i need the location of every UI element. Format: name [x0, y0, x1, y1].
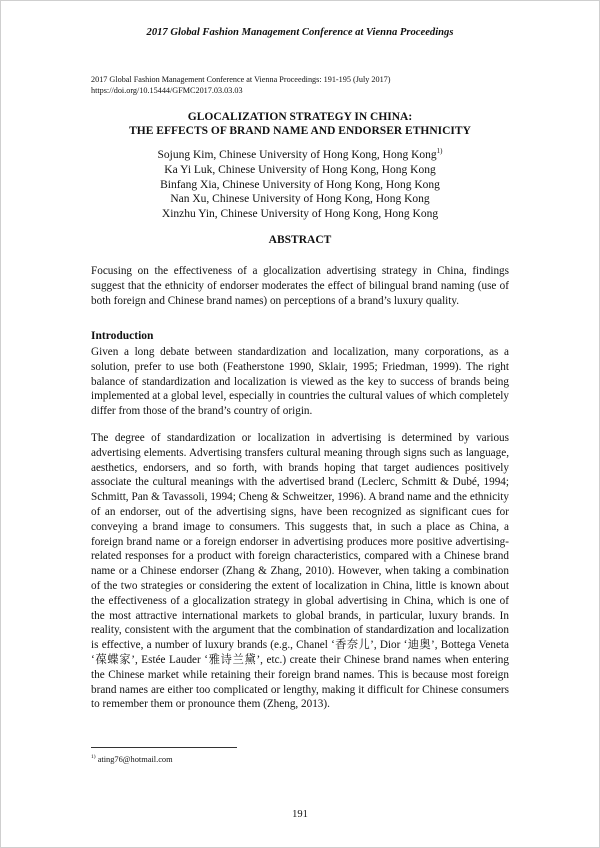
footnote: [91, 754, 173, 765]
abstract-text: Focusing on the effectiveness of a glocalization advertising strategy in China, findings suggest that the ethnicity of endorser moderates the effect of bilingual brand naming (use of both foreign and Chinese brand names) on perceptions of a brand’s luxury quality.: [91, 265, 509, 307]
paper-title: [61, 110, 539, 138]
author-line: Sojung Kim, Chinese University of Hong Kong, Hong Kong$^{1)}$: [157, 147, 443, 161]
footnote-mark: 1): [91, 754, 96, 761]
page-number: 191: [292, 809, 308, 820]
author-line: Ka Yi Luk, Chinese University of Hong Kong, Hong Kong: [164, 163, 436, 176]
footnote-email[interactable]: ating76@hotmail.com: [97, 755, 173, 764]
citation-block: [91, 74, 519, 96]
author-line: Xinzhu Yin, Chinese University of Hong Kong, Hong Kong: [161, 208, 439, 221]
introduction-paragraph-2: The degree of standardization or localization in advertising is determined by various advertising elements. Advertising transfers cultural meaning through signs such as language, aesthetics, endorsers, and so forth, with brands hoping that target audiences positively associate the cultural meanings with the advertised brand (Leclerc, Schmitt & Dubé, 1994; Schmitt, Pan & Tavassoli, 1994; Cheng & Schweitzer, 1996). A brand name and the ethnicity of an endorser, out of the advertising signs, have been recognized as significant cues for conveying a brand image to consumers. This suggests that, in such a place as China, a foreign brand name or a foreign endorser in advertising produces more positive advertising-related responses for a product with foreign characteristics, compared with a Chinese brand name or a Chinese endorser (Zhang & Zhang, 2010). However, when taking a combination of the two strategies or considering the extent of localization in China, little is known about the effectiveness of a glocalization strategy in global advertising in China, which is one of the most attractive international markets to global brands, in particular, luxury brands. In reality, consistent with the argument that the combination of standardization and localization is effective, a number of luxury brands (e.g., Chanel ‘香奈儿’, Dior ‘迪奥’, Bottega Veneta ‘葆蝶家’, Estée Lauder ‘雅诗兰黛’, etc.) create their Chinese brand names when entering the Chinese market while retaining their foreign brand names. This is because most foreign brand names are either too complicated or lengthy, making it difficult for Chinese consumers to remember them or pronounce them (Zheng, 2013).: [91, 432, 509, 711]
title-line-1: GLOCALIZATION STRATEGY IN CHINA:: [187, 111, 413, 123]
footnote-marker[interactable]: 1): [436, 147, 443, 156]
footnote-divider: [91, 747, 237, 748]
citation-line: 2017 Global Fashion Management Conference at Vienna Proceedings: 191-195 (July 2017): [91, 75, 391, 84]
abstract-heading: ABSTRACT: [268, 234, 332, 246]
author-line: Binfang Xia, Chinese University of Hong Kong, Hong Kong: [160, 178, 440, 191]
title-line-2: THE EFFECTS OF BRAND NAME AND ENDORSER ETHNICITY: [129, 125, 471, 137]
introduction-heading: Introduction: [91, 330, 154, 342]
introduction-paragraph-1: Given a long debate between standardization and localization, many corporations, as a solution, prefer to use both (Featherstone 1990, Sklair, 1995; Friedman, 1999). The right balance of standardization and localization is viewed as the key to success of brands being implemented at a global level, especially in countries the cultural values of which completely differ from those of the brand’s country of origin.: [91, 346, 509, 418]
doi-link[interactable]: https://doi.org/10.15444/GFMC2017.03.03.03: [91, 86, 243, 95]
author-list: [61, 148, 539, 222]
author-line: Nan Xu, Chinese University of Hong Kong, Hong Kong: [170, 193, 430, 206]
running-header: 2017 Global Fashion Management Conference at Vienna Proceedings: [146, 27, 454, 38]
